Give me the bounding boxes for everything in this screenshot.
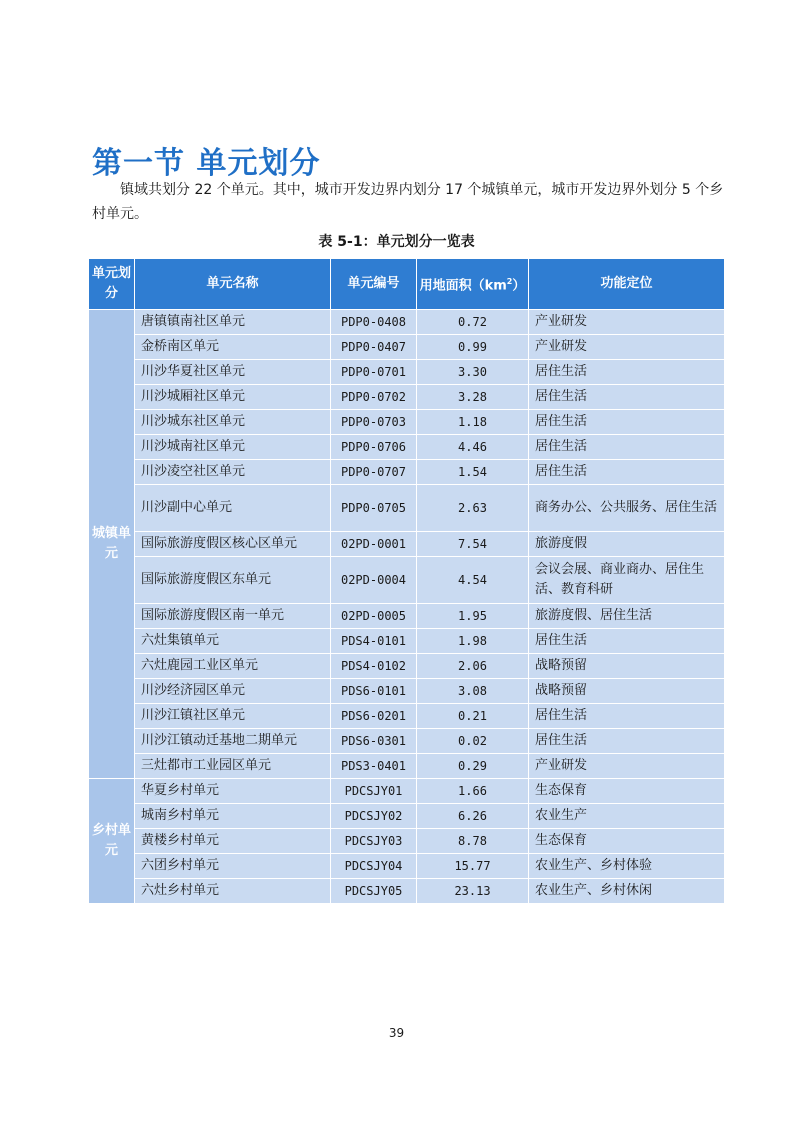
- name-cell: 川沙凌空社区单元: [135, 460, 331, 485]
- header-category: 单元划分: [89, 259, 135, 310]
- code-cell: PDS4-0101: [331, 629, 417, 654]
- header-function: 功能定位: [529, 259, 725, 310]
- function-cell: 产业研发: [529, 335, 725, 360]
- table-row: [89, 410, 725, 435]
- function-cell: 居住生活: [529, 729, 725, 754]
- code-cell: PDP0-0705: [331, 485, 417, 532]
- function-cell: 居住生活: [529, 435, 725, 460]
- table-row: [89, 435, 725, 460]
- table-row: [89, 804, 725, 829]
- function-cell: 商务办公、公共服务、居住生活: [529, 485, 725, 532]
- code-cell: 02PD-0001: [331, 532, 417, 557]
- area-cell: 3.08: [417, 679, 529, 704]
- header-area-close: ）: [512, 278, 526, 294]
- area-cell: 1.98: [417, 629, 529, 654]
- function-cell: 农业生产、乡村休闲: [529, 879, 725, 904]
- table-row: [89, 704, 725, 729]
- name-cell: 唐镇镇南社区单元: [135, 310, 331, 335]
- code-cell: PDP0-0707: [331, 460, 417, 485]
- area-cell: 4.46: [417, 435, 529, 460]
- area-cell: 2.63: [417, 485, 529, 532]
- area-cell: 3.30: [417, 360, 529, 385]
- code-cell: PDP0-0701: [331, 360, 417, 385]
- area-cell: 0.29: [417, 754, 529, 779]
- code-cell: PDCSJY01: [331, 779, 417, 804]
- name-cell: 川沙江镇社区单元: [135, 704, 331, 729]
- table-caption: 表 5-1：单元划分一览表: [318, 234, 475, 250]
- function-cell: 居住生活: [529, 629, 725, 654]
- table-row: [89, 679, 725, 704]
- table-header-row: [89, 259, 725, 310]
- name-cell: 六灶鹿园工业区单元: [135, 654, 331, 679]
- function-cell: 旅游度假: [529, 532, 725, 557]
- name-cell: 川沙经济园区单元: [135, 679, 331, 704]
- function-cell: 产业研发: [529, 310, 725, 335]
- name-cell: 国际旅游度假区东单元: [135, 557, 331, 604]
- name-cell: 川沙副中心单元: [135, 485, 331, 532]
- area-cell: 1.95: [417, 604, 529, 629]
- section-title: 第一节 单元划分: [92, 146, 321, 181]
- table-row: [89, 310, 725, 335]
- area-cell: 1.18: [417, 410, 529, 435]
- category-cell: 城镇单元: [89, 310, 135, 779]
- area-cell: 1.66: [417, 779, 529, 804]
- name-cell: 三灶都市工业园区单元: [135, 754, 331, 779]
- function-cell: 农业生产: [529, 804, 725, 829]
- table-row: [89, 754, 725, 779]
- header-name: 单元名称: [135, 259, 331, 310]
- table-row: [89, 729, 725, 754]
- function-cell: 产业研发: [529, 754, 725, 779]
- name-cell: 国际旅游度假区南一单元: [135, 604, 331, 629]
- name-cell: 华夏乡村单元: [135, 779, 331, 804]
- table-row: [89, 485, 725, 532]
- area-cell: 0.99: [417, 335, 529, 360]
- code-cell: PDS3-0401: [331, 754, 417, 779]
- table-row: [89, 335, 725, 360]
- code-cell: PDS4-0102: [331, 654, 417, 679]
- table-row: [89, 385, 725, 410]
- code-cell: PDP0-0407: [331, 335, 417, 360]
- code-cell: PDCSJY04: [331, 854, 417, 879]
- function-cell: 居住生活: [529, 410, 725, 435]
- code-cell: PDP0-0703: [331, 410, 417, 435]
- code-cell: PDS6-0101: [331, 679, 417, 704]
- name-cell: 六团乡村单元: [135, 854, 331, 879]
- area-cell: 0.21: [417, 704, 529, 729]
- intro-text: 镇域共划分 22 个单元。其中，城市开发边界内划分 17 个城镇单元，城市开发边界外划分 5 个乡村单元。: [92, 182, 724, 222]
- area-cell: 15.77: [417, 854, 529, 879]
- function-cell: 生态保育: [529, 779, 725, 804]
- code-cell: PDCSJY03: [331, 829, 417, 854]
- function-cell: 旅游度假、居住生活: [529, 604, 725, 629]
- name-cell: 川沙城南社区单元: [135, 435, 331, 460]
- area-cell: 23.13: [417, 879, 529, 904]
- code-cell: PDP0-0706: [331, 435, 417, 460]
- name-cell: 国际旅游度假区核心区单元: [135, 532, 331, 557]
- area-cell: 7.54: [417, 532, 529, 557]
- table-row: [89, 557, 725, 604]
- code-cell: PDP0-0408: [331, 310, 417, 335]
- header-area-label: 用地面积（km: [419, 278, 507, 294]
- unit-division-table: [88, 258, 725, 904]
- area-cell: 2.06: [417, 654, 529, 679]
- table-row: [89, 829, 725, 854]
- name-cell: 川沙城东社区单元: [135, 410, 331, 435]
- name-cell: 川沙江镇动迁基地二期单元: [135, 729, 331, 754]
- table-row: [89, 532, 725, 557]
- area-cell: 3.28: [417, 385, 529, 410]
- area-cell: 0.72: [417, 310, 529, 335]
- intro-paragraph: [92, 178, 732, 226]
- area-cell: 1.54: [417, 460, 529, 485]
- table-row: [89, 854, 725, 879]
- table-row: [89, 779, 725, 804]
- name-cell: 六灶乡村单元: [135, 879, 331, 904]
- name-cell: 黄楼乡村单元: [135, 829, 331, 854]
- table-row: [89, 604, 725, 629]
- page-number: 39: [388, 1026, 405, 1040]
- table-row: [89, 629, 725, 654]
- function-cell: 会议会展、商业商办、居住生活、教育科研: [529, 557, 725, 604]
- function-cell: 居住生活: [529, 460, 725, 485]
- area-cell: 4.54: [417, 557, 529, 604]
- code-cell: PDS6-0201: [331, 704, 417, 729]
- function-cell: 战略预留: [529, 654, 725, 679]
- function-cell: 战略预留: [529, 679, 725, 704]
- function-cell: 居住生活: [529, 385, 725, 410]
- table-row: [89, 654, 725, 679]
- function-cell: 居住生活: [529, 360, 725, 385]
- name-cell: 川沙华夏社区单元: [135, 360, 331, 385]
- header-area: [417, 259, 529, 310]
- header-area-sup: 2: [506, 276, 513, 286]
- area-cell: 6.26: [417, 804, 529, 829]
- code-cell: PDS6-0301: [331, 729, 417, 754]
- table-body: [89, 310, 725, 904]
- code-cell: PDCSJY05: [331, 879, 417, 904]
- table-row: [89, 879, 725, 904]
- name-cell: 六灶集镇单元: [135, 629, 331, 654]
- area-cell: 8.78: [417, 829, 529, 854]
- code-cell: PDP0-0702: [331, 385, 417, 410]
- category-cell: 乡村单元: [89, 779, 135, 904]
- table-row: [89, 360, 725, 385]
- header-code: 单元编号: [331, 259, 417, 310]
- code-cell: 02PD-0004: [331, 557, 417, 604]
- table-row: [89, 460, 725, 485]
- name-cell: 川沙城厢社区单元: [135, 385, 331, 410]
- area-cell: 0.02: [417, 729, 529, 754]
- function-cell: 生态保育: [529, 829, 725, 854]
- name-cell: 城南乡村单元: [135, 804, 331, 829]
- function-cell: 农业生产、乡村体验: [529, 854, 725, 879]
- name-cell: 金桥南区单元: [135, 335, 331, 360]
- function-cell: 居住生活: [529, 704, 725, 729]
- code-cell: PDCSJY02: [331, 804, 417, 829]
- code-cell: 02PD-0005: [331, 604, 417, 629]
